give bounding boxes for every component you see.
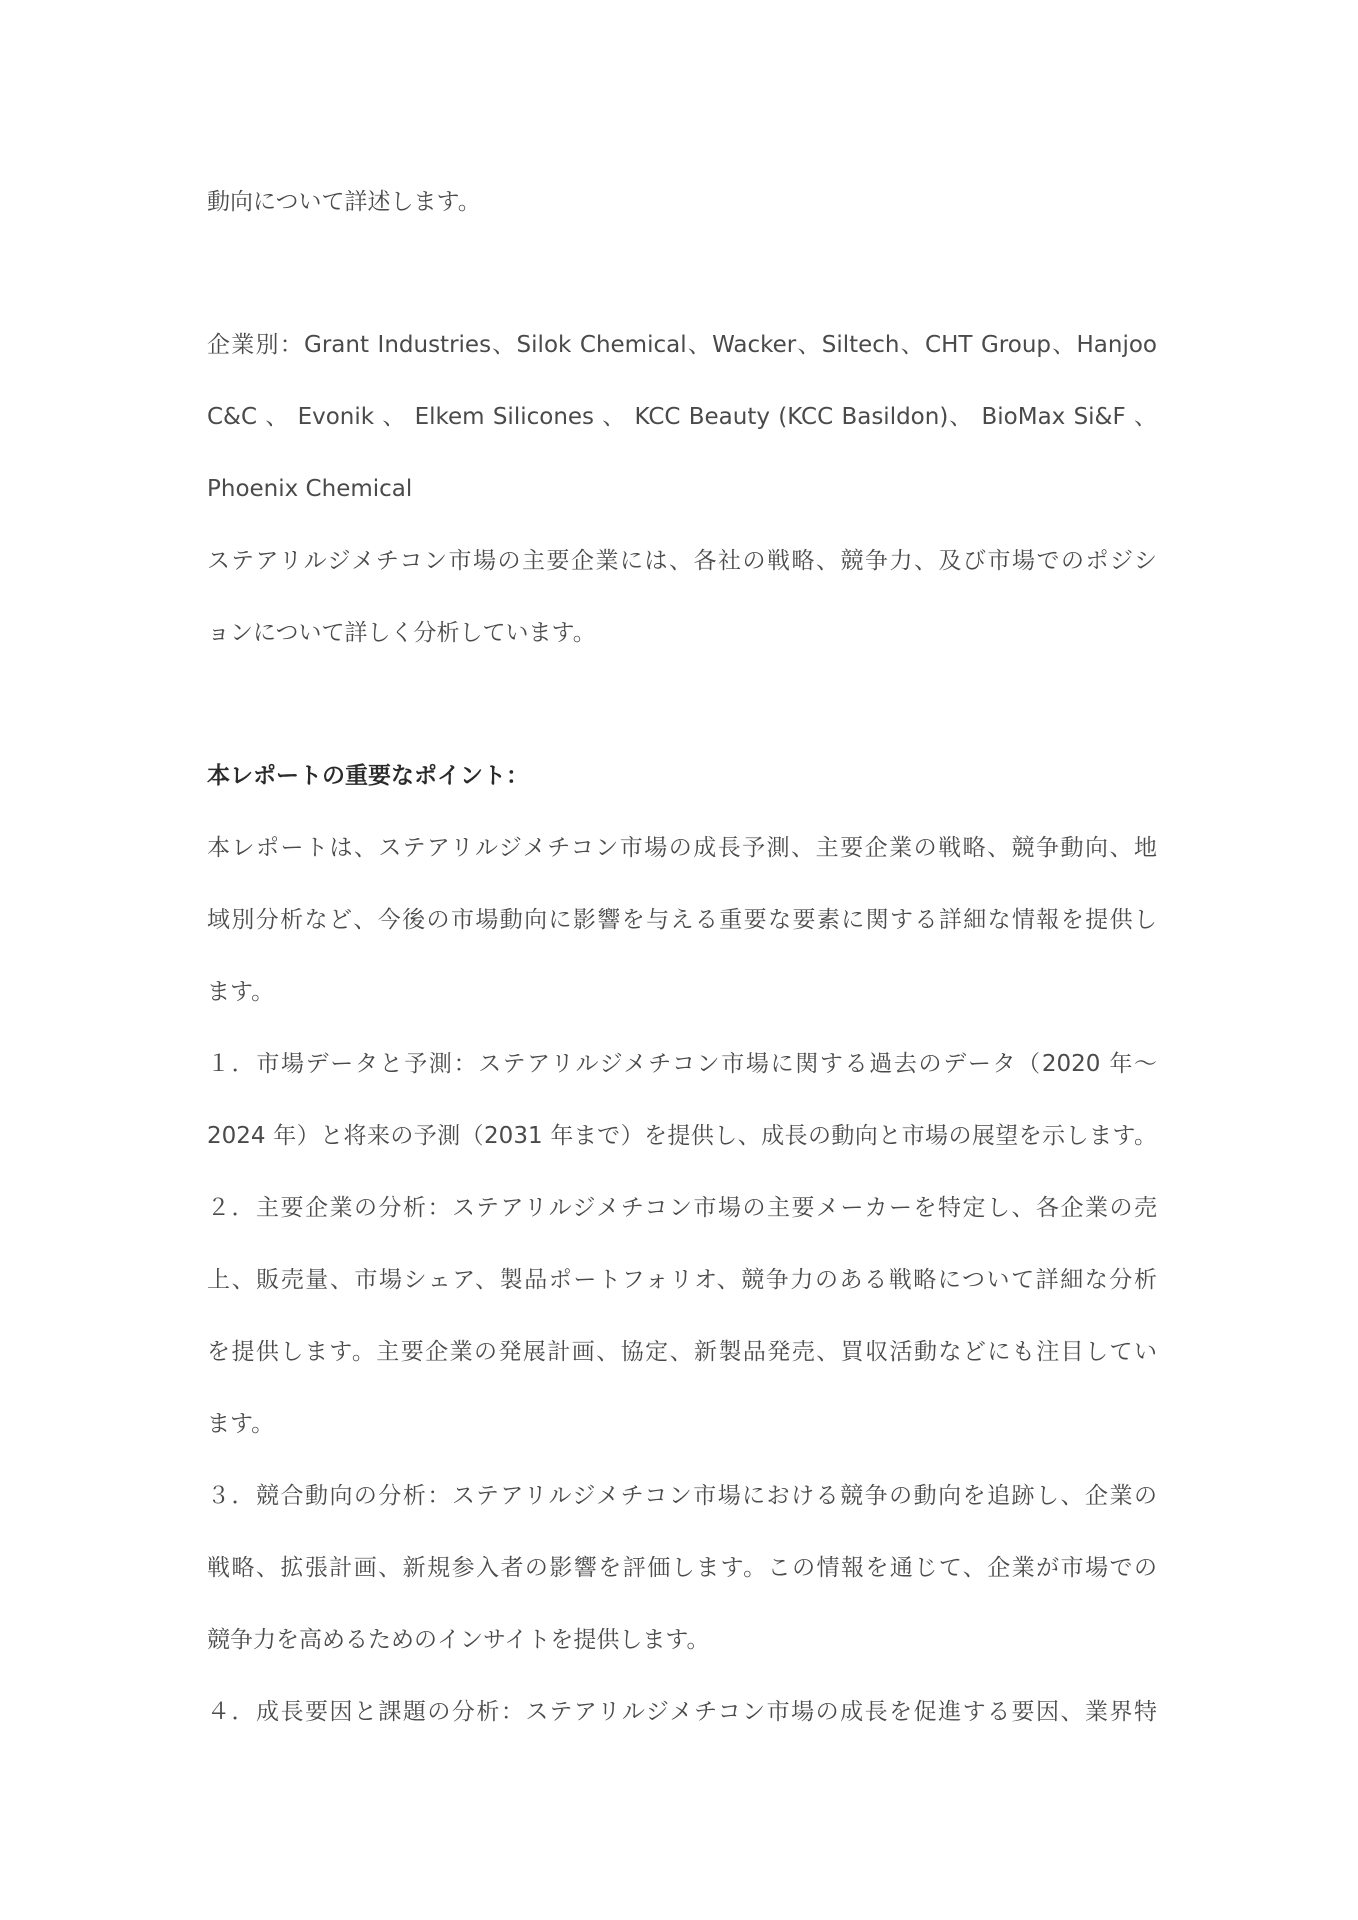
point-1-line-1: １．市場データと予測：ステアリルジメチコン市場に関する過去のデータ（2020 年～ [207,1051,1157,1077]
companies-line-2: C&C 、 Evonik 、 Elkem Silicones 、 KCC Beauty (KCC Basildon)、 BioMax Si&F 、 [207,404,1157,430]
point-2-line-3: を提供します。主要企業の発展計画、協定、新製品発売、買収活動などにも注目してい [207,1339,1157,1365]
key-points-intro-line-3: ます。 [207,979,275,1005]
key-points-intro-line-2: 域別分析など、今後の市場動向に影響を与える重要な要素に関する詳細な情報を提供し [207,907,1157,933]
point-3-line-1: ３．競合動向の分析：ステアリルジメチコン市場における競争の動向を追跡し、企業の [207,1483,1157,1509]
companies-line-3: Phoenix Chemical [207,476,413,502]
point-2-line-4: ます。 [207,1411,275,1437]
companies-line-1: 企業別：Grant Industries、Silok Chemical、Wacker、Siltech、CHT Group、Hanjoo [207,332,1157,358]
point-2-line-2: 上、販売量、市場シェア、製品ポートフォリオ、競争力のある戦略について詳細な分析 [207,1267,1157,1293]
point-3-line-2: 戦略、拡張計画、新規参入者の影響を評価します。この情報を通じて、企業が市場での [207,1555,1157,1581]
point-3-line-3: 競争力を高めるためのインサイトを提供します。 [207,1627,710,1653]
companies-desc-line-1: ステアリルジメチコン市場の主要企業には、各社の戦略、競争力、及び市場でのポジシ [207,548,1157,574]
point-1-line-2: 2024 年）と将来の予測（2031 年まで）を提供し、成長の動向と市場の展望を示します。 [207,1123,1157,1149]
key-points-intro-line-1: 本レポートは、ステアリルジメチコン市場の成長予測、主要企業の戦略、競争動向、地 [207,835,1157,861]
intro-tail-line: 動向について詳述します。 [207,189,481,215]
point-2-line-1: ２．主要企業の分析：ステアリルジメチコン市場の主要メーカーを特定し、各企業の売 [207,1195,1157,1221]
key-points-heading: 本レポートの重要なポイント： [207,763,529,789]
companies-desc-line-2: ョンについて詳しく分析しています。 [207,620,596,646]
point-4-line-1: ４．成長要因と課題の分析：ステアリルジメチコン市場の成長を促進する要因、業界特 [207,1699,1157,1725]
document-page [207,0,1157,1920]
